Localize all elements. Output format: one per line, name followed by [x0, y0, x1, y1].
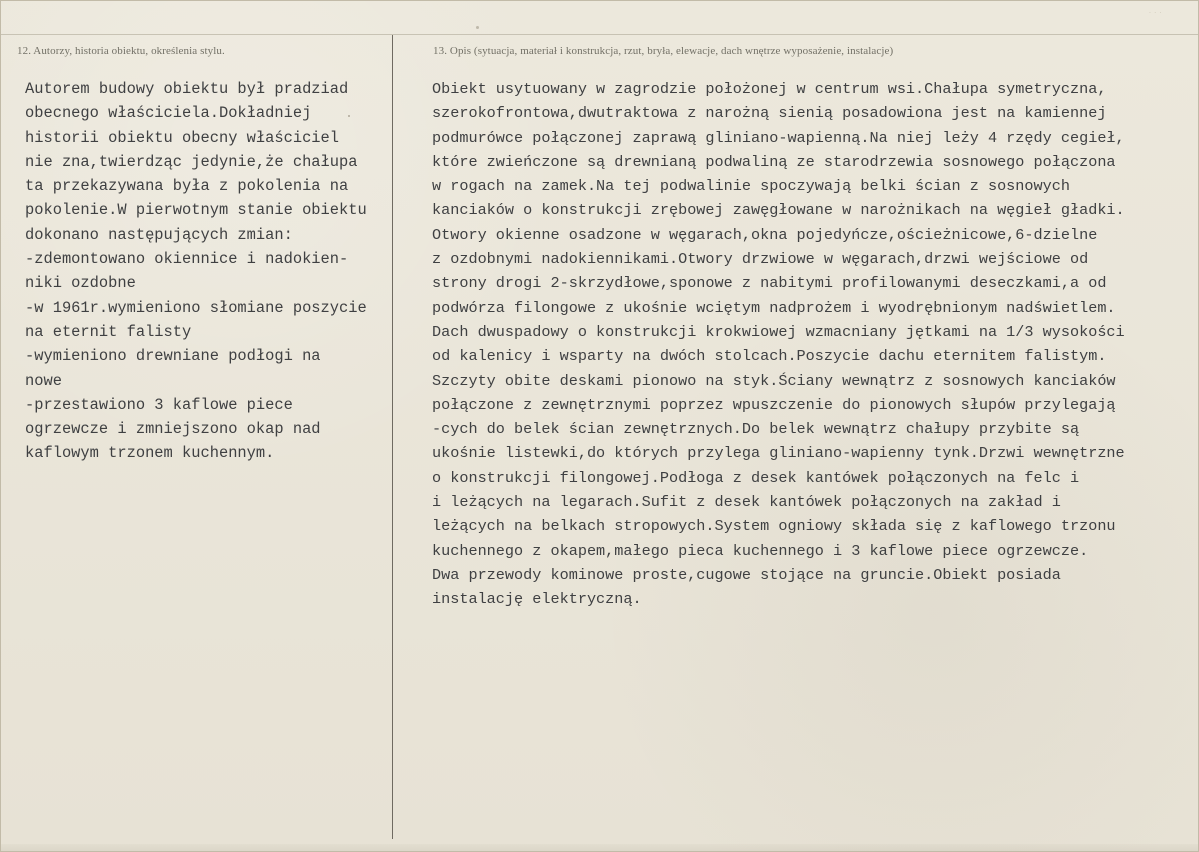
description-line: podmurówce połączonej zaprawą gliniano-wapienną.Na niej leży 4 rzędy cegieł, [432, 128, 1125, 147]
description-column [432, 77, 1172, 612]
history-line: -wymieniono drewniane podłogi na [25, 347, 321, 366]
description-line: instalację elektryczną. [432, 590, 642, 609]
column-divider [392, 35, 393, 839]
description-line: Otwory okienne osadzone w węgarach,okna pojedyńcze,ościeżnicowe,6-dzielne [432, 225, 1098, 244]
history-line: -zdemontowano okiennice i nadokien- [25, 250, 349, 269]
description-line: w rogach na zamek.Na tej podwalinie spoczywają belki ścian z sosnowych [432, 177, 1070, 196]
history-line: Autorem budowy obiektu był pradziad [25, 80, 349, 98]
description-line: -cych do belek ścian zewnętrznych.Do belek wewnątrz chałupy przybite są [432, 420, 1080, 439]
description-line: szerokofrontowa,dwutraktowa z narożną sienią posadowiona jest na kamiennej [432, 104, 1107, 123]
history-column [25, 77, 385, 466]
description-line: od kalenicy i wsparty na dwóch stolcach.Poszycie dachu eternitem falistym. [432, 347, 1107, 366]
faint-top-mark: · · · [1148, 8, 1162, 17]
description-line: ukośnie listewki,do których przylega gliniano-wapienny tynk.Drzwi wewnętrzne [432, 444, 1125, 463]
history-line: obecnego właściciela.Dokładniej [25, 104, 312, 123]
history-line: nowe [25, 371, 62, 390]
history-line: -przestawiono 3 kaflowe piece [25, 395, 293, 414]
history-line: nie zna,twierdząc jedynie,że chałupa [25, 152, 358, 171]
description-line: strony drogi 2-skrzydłowe,sponowe z nabitymi profilowanymi deseczkami,a od [432, 274, 1107, 293]
section-12-heading: 12. Autorzy, historia obiektu, określenia stylu. [17, 45, 225, 57]
description-line: Dach dwuspadowy o konstrukcji krokwiowej wzmacniany jętkami na 1/3 wysokości [432, 322, 1125, 341]
bottom-edge [1, 844, 1198, 851]
history-line: -w 1961r.wymieniono słomiane poszycie [25, 298, 367, 317]
description-line: Dwa przewody kominowe proste,cugowe stojące na gruncie.Obiekt posiada [432, 565, 1061, 584]
history-line: ogrzewcze i zmniejszono okap nad [25, 420, 321, 439]
description-line: podwórza filongowe z ukośnie wciętym nadprożem i wyodrębnionym nadświetlem. [432, 298, 1116, 317]
section-13-heading: 13. Opis (sytuacja, materiał i konstrukcja, rzut, bryła, elewacje, dach wnętrze wyposażenie, instalacje) [433, 45, 894, 57]
description-line: i leżących na legarach.Sufit z desek kantówek połączonych na zakład i [432, 493, 1061, 512]
description-line: kanciaków o konstrukcji zrębowej zawęgłowane w narożnikach na węgieł gładki. [432, 201, 1125, 220]
description-line: leżących na belkach stropowych.System ogniowy składa się z kaflowego trzonu [432, 517, 1116, 536]
description-line: Obiekt usytuowany w zagrodzie położonej w centrum wsi.Chałupa symetryczna, [432, 80, 1107, 98]
history-line: na eternit falisty [25, 322, 192, 341]
history-line: kaflowym trzonem kuchennym. [25, 444, 275, 463]
history-line: historii obiektu obecny właściciel [25, 128, 340, 147]
history-line: niki ozdobne [25, 274, 136, 293]
description-line: kuchennego z okapem,małego pieca kuchennego i 3 kaflowe piece ogrzewcze. [432, 541, 1089, 560]
description-line: Szczyty obite deskami pionowo na styk.Ściany wewnątrz z sosnowych kanciaków [432, 371, 1116, 390]
description-line: połączone z zewnętrznymi poprzez wpuszczenie do pionowych słupów przylegają [432, 395, 1116, 414]
history-line: dokonano następujących zmian: [25, 225, 293, 244]
history-line: pokolenie.W pierwotnym stanie obiektu [25, 201, 367, 220]
description-line: o konstrukcji filongowej.Podłoga z desek kantówek połączonych na felc i [432, 468, 1080, 487]
description-line: które zwieńczone są drewnianą podwaliną ze starodrzewia sosnowego połączona [432, 152, 1116, 171]
top-rule [1, 34, 1198, 35]
paper-dot-mark [476, 26, 479, 29]
history-line: ta przekazywana była z pokolenia na [25, 177, 349, 196]
description-line: z ozdobnymi nadokiennikami.Otwory drzwiowe w węgarach,drzwi wejściowe od [432, 250, 1089, 269]
